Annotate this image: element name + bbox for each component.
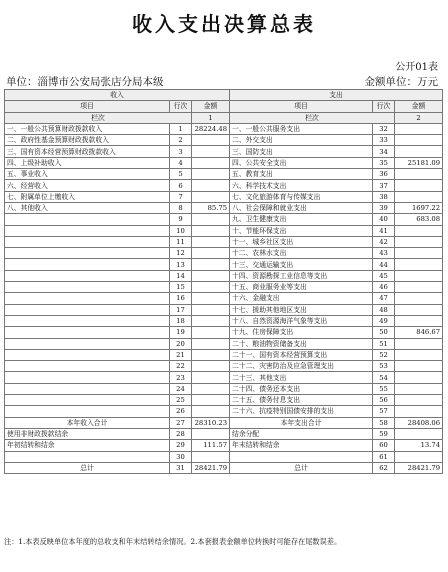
expense-row-number: 53 <box>373 361 395 372</box>
table-row <box>5 225 443 236</box>
income-row-number: 14 <box>170 270 192 281</box>
expense-item: 年末结转和结余 <box>230 440 373 451</box>
col-index-right-num: 2 <box>395 112 443 123</box>
income-item <box>5 372 170 383</box>
income-row-number: 20 <box>170 338 192 349</box>
income-item <box>5 338 170 349</box>
table-row <box>5 293 443 304</box>
income-amount <box>192 315 230 326</box>
income-amount <box>192 428 230 439</box>
expense-item: 十五、商业服务业等支出 <box>230 282 373 293</box>
income-row-number: 28 <box>170 428 192 439</box>
expense-item: 总计 <box>230 462 373 473</box>
expense-amount: 846.67 <box>395 327 443 338</box>
expense-amount <box>395 169 443 180</box>
col-index-right-label: 栏次 <box>230 112 395 123</box>
income-section-header: 收入 <box>5 90 230 101</box>
table-row <box>5 304 443 315</box>
expense-item: 九、卫生健康支出 <box>230 214 373 225</box>
income-row-number: 4 <box>170 157 192 168</box>
form-code: 公开01表 <box>395 62 438 73</box>
table-row <box>5 349 443 360</box>
income-amount <box>192 270 230 281</box>
income-item <box>5 361 170 372</box>
income-amount <box>192 157 230 168</box>
income-amount <box>192 259 230 270</box>
income-amount <box>192 451 230 462</box>
table-row <box>5 270 443 281</box>
table-row <box>5 440 443 451</box>
expense-item: 二十六、抗疫特别国债安排的支出 <box>230 406 373 417</box>
income-item: 七、附属单位上缴收入 <box>5 191 170 202</box>
income-amount <box>192 146 230 157</box>
expense-row-number: 41 <box>373 225 395 236</box>
expense-row-number: 43 <box>373 248 395 259</box>
table-row <box>5 214 443 225</box>
expense-row-number: 45 <box>373 270 395 281</box>
expense-amount <box>395 451 443 462</box>
income-row-number: 12 <box>170 248 192 259</box>
expense-amount <box>395 180 443 191</box>
col-header-amount: 金额 <box>192 101 230 112</box>
table-row <box>5 361 443 372</box>
income-item <box>5 225 170 236</box>
income-row-number: 7 <box>170 191 192 202</box>
expense-amount <box>395 395 443 406</box>
income-amount <box>192 236 230 247</box>
expense-amount: 13.74 <box>395 440 443 451</box>
income-row-number: 11 <box>170 236 192 247</box>
income-row-number: 8 <box>170 202 192 213</box>
table-row <box>5 202 443 213</box>
table-row <box>5 135 443 146</box>
table-row <box>5 428 443 439</box>
income-amount <box>192 406 230 417</box>
table-row <box>5 191 443 202</box>
table-row <box>5 327 443 338</box>
expense-row-number: 34 <box>373 146 395 157</box>
income-row-number: 5 <box>170 169 192 180</box>
income-item <box>5 282 170 293</box>
expense-row-number: 50 <box>373 327 395 338</box>
budget-table <box>4 89 443 474</box>
income-item: 使用非财政拨款结余 <box>5 428 170 439</box>
col-index-left-num: 1 <box>192 112 230 123</box>
expense-row-number: 51 <box>373 338 395 349</box>
expense-row-number: 56 <box>373 395 395 406</box>
income-row-number: 9 <box>170 214 192 225</box>
income-amount: 28421.79 <box>192 462 230 473</box>
expense-row-number: 59 <box>373 428 395 439</box>
income-item <box>5 236 170 247</box>
expense-amount <box>395 191 443 202</box>
col-header-item2: 项目 <box>230 101 373 112</box>
income-item <box>5 248 170 259</box>
income-row-number: 3 <box>170 146 192 157</box>
expense-item: 二十五、债务付息支出 <box>230 395 373 406</box>
expense-amount <box>395 428 443 439</box>
expense-amount: 1697.22 <box>395 202 443 213</box>
expense-row-number: 37 <box>373 180 395 191</box>
income-item <box>5 270 170 281</box>
income-amount <box>192 214 230 225</box>
income-amount <box>192 304 230 315</box>
expense-item: 十六、金融支出 <box>230 293 373 304</box>
expense-item: 十二、农林水支出 <box>230 248 373 259</box>
expense-item: 七、文化旅游体育与传媒支出 <box>230 191 373 202</box>
income-item <box>5 259 170 270</box>
expense-item: 二、外交支出 <box>230 135 373 146</box>
table-row <box>5 451 443 462</box>
expense-item: 结余分配 <box>230 428 373 439</box>
income-item: 四、上级补助收入 <box>5 157 170 168</box>
income-amount <box>192 395 230 406</box>
expense-item: 十七、援助其他地区支出 <box>230 304 373 315</box>
income-item: 总计 <box>5 462 170 473</box>
expense-row-number: 55 <box>373 383 395 394</box>
income-item <box>5 327 170 338</box>
table-body <box>5 123 443 473</box>
expense-row-number: 44 <box>373 259 395 270</box>
unit-label: 单位：淄博市公安局张店分局本级 <box>6 76 164 88</box>
income-amount <box>192 135 230 146</box>
expense-row-number: 52 <box>373 349 395 360</box>
expense-row-number: 60 <box>373 440 395 451</box>
income-row-number: 18 <box>170 315 192 326</box>
income-amount <box>192 372 230 383</box>
table-row <box>5 180 443 191</box>
col-header-amount2: 金额 <box>395 101 443 112</box>
amount-unit-label: 金额单位：万元 <box>364 76 438 88</box>
income-amount <box>192 180 230 191</box>
table-row <box>5 248 443 259</box>
expense-amount <box>395 315 443 326</box>
expense-amount <box>395 225 443 236</box>
income-row-number: 29 <box>170 440 192 451</box>
income-amount: 85.75 <box>192 202 230 213</box>
expense-item: 四、公共安全支出 <box>230 157 373 168</box>
expense-amount <box>395 372 443 383</box>
expense-row-number: 57 <box>373 406 395 417</box>
income-row-number: 26 <box>170 406 192 417</box>
income-amount <box>192 327 230 338</box>
expense-row-number: 35 <box>373 157 395 168</box>
expense-row-number: 62 <box>373 462 395 473</box>
table-row <box>5 417 443 428</box>
expense-row-number: 49 <box>373 315 395 326</box>
expense-amount <box>395 270 443 281</box>
table-row <box>5 383 443 394</box>
expense-item: 二十三、其他支出 <box>230 372 373 383</box>
income-amount <box>192 293 230 304</box>
income-amount <box>192 169 230 180</box>
expense-item: 三、国防支出 <box>230 146 373 157</box>
expense-row-number: 47 <box>373 293 395 304</box>
expense-amount: 25181.09 <box>395 157 443 168</box>
expense-item: 十八、自然资源海洋气象等支出 <box>230 315 373 326</box>
income-item: 一、一般公共预算财政拨款收入 <box>5 123 170 134</box>
expense-amount: 28408.06 <box>395 417 443 428</box>
column-header-row <box>5 101 443 112</box>
table-row <box>5 169 443 180</box>
table-row <box>5 315 443 326</box>
income-item: 年初结转和结余 <box>5 440 170 451</box>
expense-amount <box>395 248 443 259</box>
expense-amount <box>395 338 443 349</box>
expense-item: 本年支出合计 <box>230 417 373 428</box>
col-header-row2: 行次 <box>373 101 395 112</box>
income-amount: 28310.23 <box>192 417 230 428</box>
income-amount: 28224.48 <box>192 123 230 134</box>
expense-item: 十一、城乡社区支出 <box>230 236 373 247</box>
table-row <box>5 157 443 168</box>
table-row <box>5 338 443 349</box>
expense-amount <box>395 259 443 270</box>
footnote: 注：1.本表反映单位本年度的总收支和年末结转结余情况。2.本套报表金额单位转换时可能存在尾数误差。 <box>4 537 342 546</box>
expense-row-number: 61 <box>373 451 395 462</box>
table-row <box>5 123 443 134</box>
income-item: 八、其他收入 <box>5 202 170 213</box>
table-row <box>5 146 443 157</box>
income-row-number: 1 <box>170 123 192 134</box>
income-row-number: 15 <box>170 282 192 293</box>
income-row-number: 22 <box>170 361 192 372</box>
expense-item: 十、节能环保支出 <box>230 225 373 236</box>
expense-row-number: 54 <box>373 372 395 383</box>
expense-row-number: 32 <box>373 123 395 134</box>
expense-row-number: 42 <box>373 236 395 247</box>
expense-row-number: 46 <box>373 282 395 293</box>
income-row-number: 31 <box>170 462 192 473</box>
expense-item <box>230 451 373 462</box>
table-row <box>5 395 443 406</box>
income-row-number: 30 <box>170 451 192 462</box>
income-row-number: 17 <box>170 304 192 315</box>
income-item: 二、政府性基金预算财政拨款收入 <box>5 135 170 146</box>
income-row-number: 27 <box>170 417 192 428</box>
expense-row-number: 40 <box>373 214 395 225</box>
table-row <box>5 462 443 473</box>
income-amount <box>192 338 230 349</box>
expense-amount <box>395 293 443 304</box>
expense-amount <box>395 146 443 157</box>
table-row <box>5 236 443 247</box>
expense-amount: 28421.79 <box>395 462 443 473</box>
income-item: 三、国有资本经营预算财政拨款收入 <box>5 146 170 157</box>
section-header-row <box>5 90 443 101</box>
income-item <box>5 349 170 360</box>
expense-amount <box>395 383 443 394</box>
income-item <box>5 383 170 394</box>
income-row-number: 16 <box>170 293 192 304</box>
income-amount <box>192 349 230 360</box>
expense-item: 六、科学技术支出 <box>230 180 373 191</box>
income-row-number: 2 <box>170 135 192 146</box>
expense-item: 二十二、灾害防治及应急管理支出 <box>230 361 373 372</box>
expense-amount <box>395 406 443 417</box>
expense-amount <box>395 236 443 247</box>
expense-item: 一、一般公共服务支出 <box>230 123 373 134</box>
expense-item: 十三、交通运输支出 <box>230 259 373 270</box>
table-row <box>5 372 443 383</box>
expense-amount <box>395 123 443 134</box>
col-header-item: 项目 <box>5 101 170 112</box>
income-item <box>5 406 170 417</box>
income-row-number: 21 <box>170 349 192 360</box>
income-row-number: 19 <box>170 327 192 338</box>
income-row-number: 24 <box>170 383 192 394</box>
income-amount <box>192 248 230 259</box>
page-title: 收入支出决算总表 <box>132 12 316 36</box>
income-item <box>5 304 170 315</box>
income-item <box>5 293 170 304</box>
income-row-number: 23 <box>170 372 192 383</box>
table-row <box>5 282 443 293</box>
col-header-row: 行次 <box>170 101 192 112</box>
income-item <box>5 395 170 406</box>
expense-amount <box>395 135 443 146</box>
income-amount <box>192 383 230 394</box>
expense-item: 十九、住房保障支出 <box>230 327 373 338</box>
income-amount <box>192 191 230 202</box>
expense-item: 十四、资源勘探工业信息等支出 <box>230 270 373 281</box>
expense-row-number: 38 <box>373 191 395 202</box>
col-index-left-label: 栏次 <box>5 112 192 123</box>
expense-amount: 683.08 <box>395 214 443 225</box>
income-item: 五、事业收入 <box>5 169 170 180</box>
column-index-row <box>5 112 443 123</box>
income-item: 本年收入合计 <box>5 417 170 428</box>
income-row-number: 10 <box>170 225 192 236</box>
expense-item: 八、社会保障和就业支出 <box>230 202 373 213</box>
expense-row-number: 48 <box>373 304 395 315</box>
income-item <box>5 451 170 462</box>
expense-row-number: 33 <box>373 135 395 146</box>
expense-item: 二十一、国有资本经营预算支出 <box>230 349 373 360</box>
expense-row-number: 36 <box>373 169 395 180</box>
income-amount <box>192 282 230 293</box>
expense-amount <box>395 304 443 315</box>
expense-section-header: 支出 <box>230 90 443 101</box>
expense-amount <box>395 361 443 372</box>
expense-row-number: 39 <box>373 202 395 213</box>
table-row <box>5 259 443 270</box>
expense-item: 五、教育支出 <box>230 169 373 180</box>
income-row-number: 6 <box>170 180 192 191</box>
income-item <box>5 315 170 326</box>
income-amount <box>192 225 230 236</box>
income-amount <box>192 361 230 372</box>
expense-amount <box>395 282 443 293</box>
income-row-number: 25 <box>170 395 192 406</box>
expense-amount <box>395 349 443 360</box>
table-row <box>5 406 443 417</box>
income-row-number: 13 <box>170 259 192 270</box>
income-amount: 111.57 <box>192 440 230 451</box>
expense-row-number: 58 <box>373 417 395 428</box>
income-item <box>5 214 170 225</box>
expense-item: 二十、粮油物资储备支出 <box>230 338 373 349</box>
income-item: 六、经营收入 <box>5 180 170 191</box>
expense-item: 二十四、债务还本支出 <box>230 383 373 394</box>
